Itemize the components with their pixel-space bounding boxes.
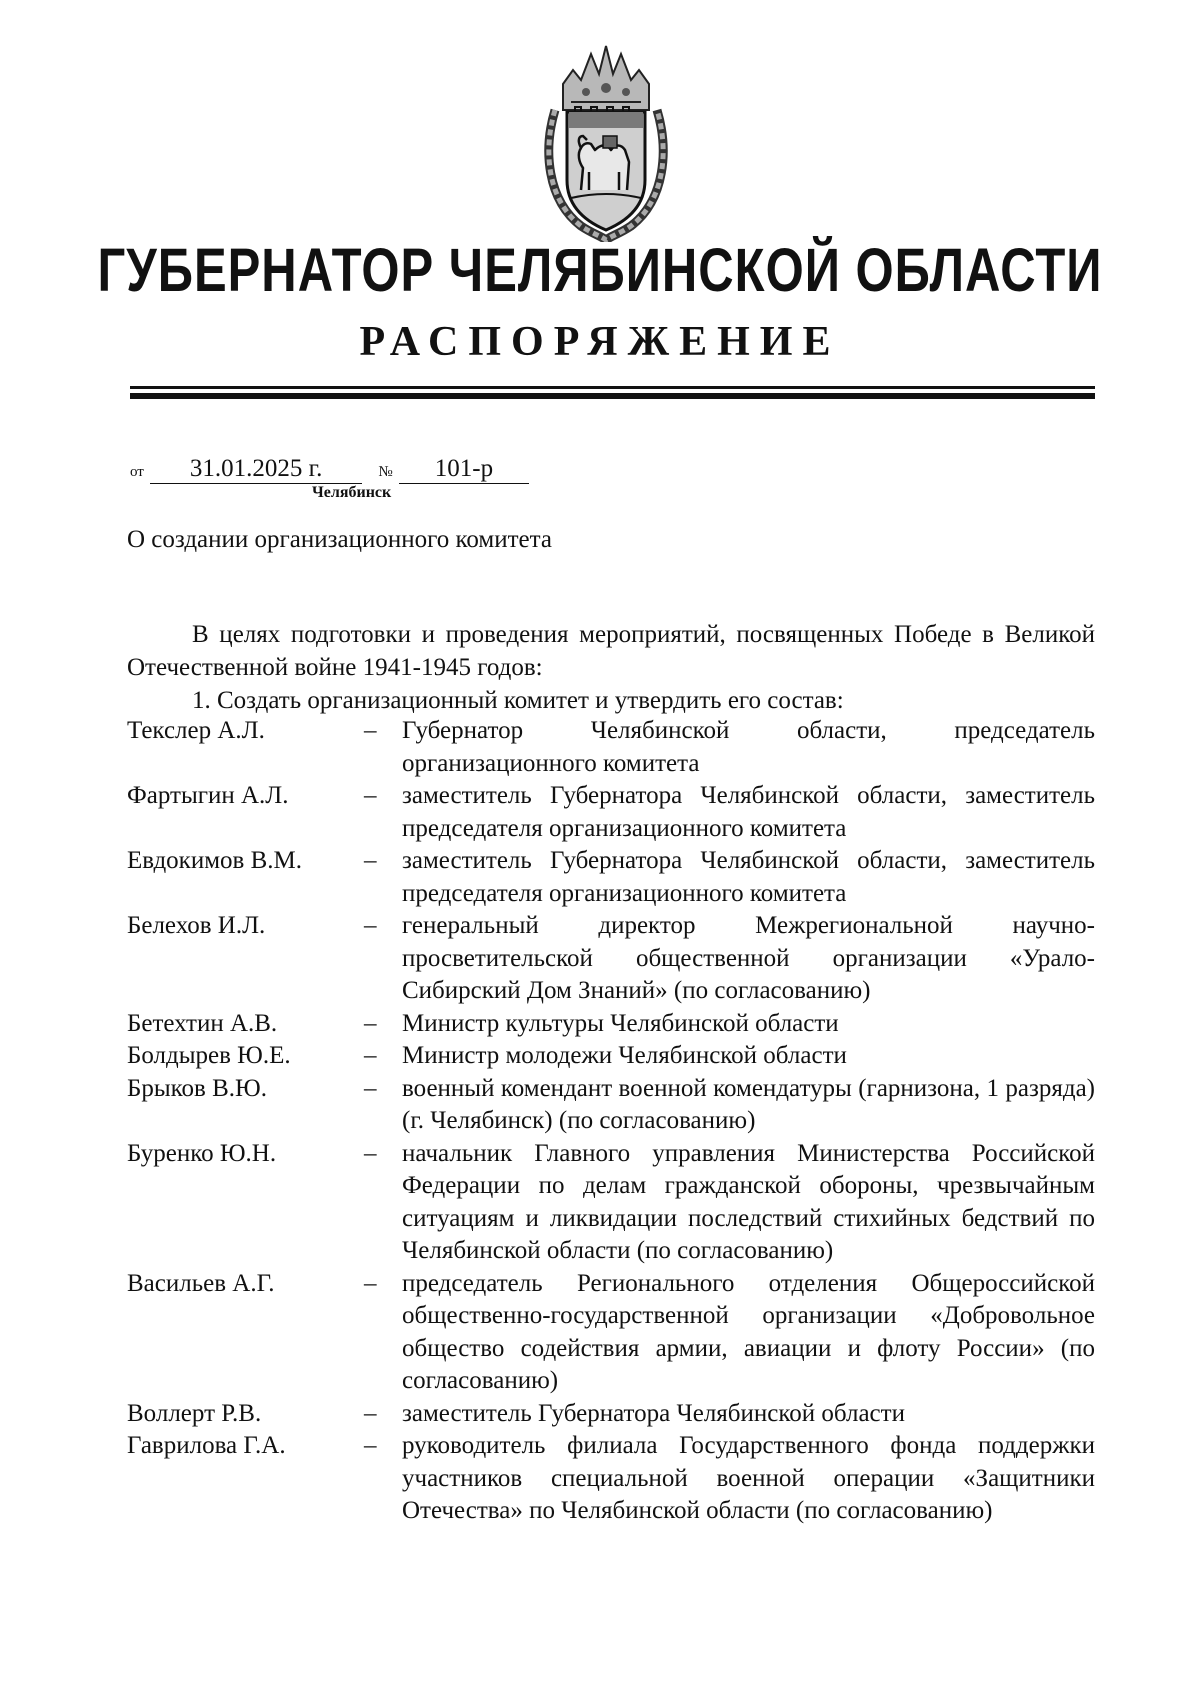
member-row bbox=[127, 1008, 1095, 1041]
member-row bbox=[127, 1073, 1095, 1138]
member-row bbox=[127, 910, 1095, 1008]
member-dash: – bbox=[364, 717, 377, 744]
item-1-paragraph: 1. Создать организационный комитет и утвердить его состав: bbox=[192, 687, 844, 714]
member-name: Гаврилова Г.А. bbox=[127, 1432, 286, 1459]
member-dash: – bbox=[364, 1009, 377, 1037]
member-name: Болдырев Ю.Е. bbox=[127, 1042, 291, 1069]
document-city: Челябинск bbox=[312, 484, 392, 501]
committee-members-list bbox=[127, 715, 1095, 1528]
org-title: ГУБЕРНАТОР ЧЕЛЯБИНСКОЙ ОБЛАСТИ bbox=[97, 237, 1103, 305]
member-role: Министр молодежи Челябинской области bbox=[402, 1042, 847, 1069]
member-dash: – bbox=[364, 1042, 377, 1069]
member-name: Текслер А.Л. bbox=[127, 717, 265, 744]
member-dash: – bbox=[364, 1269, 377, 1297]
member-row bbox=[127, 845, 1095, 910]
preamble-paragraph: В целях подготовки и проведения мероприятий, посвященных Победе в Великой Отечественной войне 1941-1945 годов: bbox=[127, 621, 1095, 681]
member-dash: – bbox=[364, 912, 377, 939]
member-name: Фартыгин А.Л. bbox=[127, 782, 289, 809]
member-dash: – bbox=[364, 1074, 377, 1102]
header-rule-thick bbox=[130, 393, 1095, 399]
member-row bbox=[127, 780, 1095, 845]
member-row bbox=[127, 1430, 1095, 1528]
member-row bbox=[127, 1268, 1095, 1398]
member-role: заместитель Губернатора Челябинской области, заместитель председателя организационного комитета bbox=[402, 847, 1095, 907]
member-dash: – bbox=[364, 1139, 377, 1167]
header-rule-thin bbox=[130, 386, 1095, 389]
member-row bbox=[127, 715, 1095, 780]
member-dash: – bbox=[364, 782, 377, 809]
member-role: Губернатор Челябинской области, председатель организационного комитета bbox=[402, 717, 1095, 777]
member-row bbox=[127, 1398, 1095, 1431]
member-name: Воллерт Р.В. bbox=[127, 1399, 262, 1427]
date-prefix: от bbox=[130, 464, 144, 480]
member-name: Васильев А.Г. bbox=[127, 1269, 275, 1297]
chelyabinsk-coat-of-arms-emblem bbox=[541, 40, 671, 242]
member-name: Буренко Ю.Н. bbox=[127, 1139, 277, 1167]
member-role: Министр культуры Челябинской области bbox=[402, 1009, 839, 1037]
member-dash: – bbox=[364, 1399, 377, 1427]
document-subject: О создании организационного комитета bbox=[127, 526, 552, 553]
member-row bbox=[127, 1138, 1095, 1268]
member-name: Евдокимов В.М. bbox=[127, 847, 302, 874]
member-role: руководитель филиала Государственного фонда поддержки участников специальной военной операции «Защитники Отечества» по Челябинской области (по согласованию) bbox=[402, 1432, 1095, 1524]
member-dash: – bbox=[364, 847, 377, 874]
member-role: генеральный директор Межрегиональной научно-просветительской общественной организации «Урало-Сибирский Дом Знаний» (по согласованию) bbox=[402, 912, 1095, 1004]
number-prefix: № bbox=[378, 464, 393, 480]
member-role: военный комендант военной комендатуры (гарнизона, 1 разряда) (г. Челябинск) (по согласованию) bbox=[402, 1074, 1095, 1134]
member-name: Брыков В.Ю. bbox=[127, 1074, 267, 1102]
document-type-heading: РАСПОРЯЖЕНИЕ bbox=[359, 319, 841, 365]
member-role: председатель Регионального отделения Общероссийской общественно-государственной организации «Добровольное общество содействия армии, авиации и флоту России» (по согласованию) bbox=[402, 1269, 1095, 1394]
member-row bbox=[127, 1040, 1095, 1073]
member-name: Бетехтин А.В. bbox=[127, 1009, 278, 1037]
member-name: Белехов И.Л. bbox=[127, 912, 266, 939]
document-number: 101-р bbox=[399, 455, 529, 484]
member-role: заместитель Губернатора Челябинской области, заместитель председателя организационного комитета bbox=[402, 782, 1095, 842]
member-role: заместитель Губернатора Челябинской области bbox=[402, 1399, 905, 1427]
member-role: начальник Главного управления Министерства Российской Федерации по делам гражданской обороны, чрезвычайным ситуациям и ликвидации последствий стихийных бедствий по Челябинской области (по согласованию) bbox=[402, 1139, 1095, 1264]
document-date: 31.01.2025 г. bbox=[150, 455, 362, 484]
document-meta-line bbox=[130, 455, 529, 484]
member-dash: – bbox=[364, 1432, 377, 1459]
